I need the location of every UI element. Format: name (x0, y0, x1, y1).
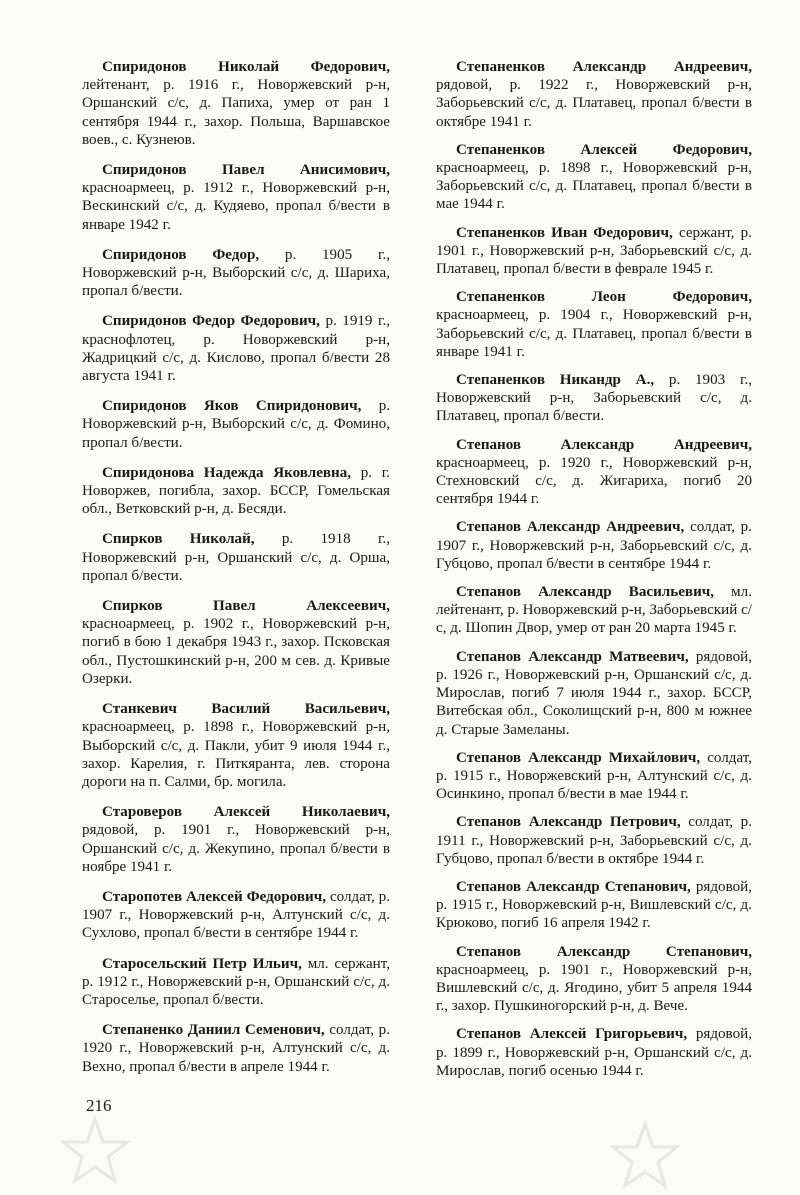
watermark-star-icon (60, 1115, 130, 1185)
left-column (82, 58, 390, 1088)
entry-text: красноармеец, р. 1912 г., Новоржевский р-н, Вескинский с/с, д. Кудяево, пропал б/вести в январе 1942 г. (82, 180, 390, 233)
entry-text: лейтенант, р. 1916 г., Новоржевский р-н, Оршанский с/с, д. Папиха, умер от ран 1 сентября 1944 г., захор. Польша, Варшавское воев., с. Кузнеюв. (82, 77, 390, 148)
entry-text: р. Новоржевский р-н, Выборский с/с, д. Фомино, пропал б/вести. (82, 398, 391, 451)
entry-text: красноармеец, р. 1898 г., Новоржевский р-н, Выборский с/с, д. Пакли, убит 9 июля 1944 г., захор. Карелия, г. Питкяранта, лев. сторона дороги на п. Салми, бр. могила. (82, 719, 390, 790)
entry-text: красноармеец, р. 1920 г., Новоржевский р-н, Стехновский с/с, д. Жигариха, погиб 20 сентября 1944 г. (436, 454, 752, 508)
entry-name: Спирков Павел Алексеевич, (102, 598, 390, 615)
entry-text: рядовой, р. 1901 г., Новоржевский р-н, Оршанский с/с, д. Жекупино, пропал б/вести в ноябре 1941 г. (82, 822, 390, 875)
entry-name: Спиридонова Надежда Яковлевна, (102, 464, 352, 481)
entry-name: Станкевич Василий Васильевич, (102, 701, 390, 718)
entry-name: Спирков Николай, (102, 531, 255, 548)
entry (82, 888, 390, 943)
entry (82, 58, 390, 149)
entry (436, 1025, 752, 1080)
entry-name: Старопотев Алексей Федорович, (102, 888, 326, 905)
entry-text: мл. лейтенант, р. Новоржевский р-н, Заборьевский с/с, д. Шопин Двор, умер от ран 20 марта 1945 г. (436, 584, 752, 637)
entry-text: р. 1905 г., Новоржевский р-н, Выборский с/с, д. Шариха, пропал б/вести. (82, 246, 390, 300)
entry (436, 583, 752, 638)
entry-name: Спиридонов Федор Федорович, (102, 313, 320, 330)
entry-name: Степанов Александр Петрович, (456, 814, 681, 831)
entry (436, 436, 752, 509)
entry-name: Степанов Алексей Григорьевич, (456, 1026, 688, 1043)
entry-name: Степанов Александр Андреевич, (456, 519, 685, 536)
entry (436, 371, 752, 426)
entry-name: Староверов Алексей Николаевич, (102, 804, 390, 821)
entry-text: солдат, р. 1920 г., Новоржевский р-н, Алтунский с/с, д. Вехно, пропал б/вести в апреле 1944 г. (82, 1022, 391, 1075)
entry-name: Степаненков Леон Федорович, (456, 289, 752, 306)
entry (82, 312, 390, 385)
entry (82, 246, 390, 301)
entry (436, 943, 752, 1016)
entry-name: Степанов Александр Васильевич, (456, 584, 715, 601)
entry-name: Старосельский Петр Ильич, (102, 955, 302, 972)
entry-name: Спиридонов Яков Спиридонович, (102, 398, 362, 415)
entry-name: Степаненко Даниил Семенович, (102, 1022, 325, 1039)
entry (436, 288, 752, 361)
entry (436, 224, 752, 279)
entry-name: Степанов Александр Степанович, (456, 943, 752, 960)
entry-text: солдат, р. 1907 г., Новоржевский р-н, Алтунский с/с, д. Сухлово, пропал б/вести в сентябре 1944 г. (82, 888, 390, 942)
entry-text: мл. сержант, р. 1912 г., Новоржевский р-н, Оршанский с/с, д. Староселье, пропал б/вести. (82, 955, 390, 1008)
entry (82, 397, 390, 452)
entry-name: Спиридонов Федор, (102, 246, 260, 263)
entry-text: рядовой, р. 1926 г., Новоржевский р-н, Оршанский с/с, д. Мирослав, погиб 7 июля 1944 г., захор. БССР, Витебская обл., Соколищский р-н, 800 м южнее д. Старые Замеланы. (436, 648, 752, 738)
entry-name: Степаненков Александр Андреевич, (456, 59, 752, 75)
entry (436, 749, 752, 804)
watermark-star-icon (610, 1120, 680, 1190)
entry (82, 597, 390, 688)
entry-text: р. 1918 г., Новоржевский р-н, Оршанский с/с, д. Орша, пропал б/вести. (82, 531, 390, 584)
entry (436, 58, 752, 131)
entry (436, 141, 752, 214)
entry-text: солдат, р. 1907 г., Новоржевский р-н, Заборьевский с/с, д. Губцово, пропал б/вести в сентябре 1944 г. (436, 519, 752, 572)
entry (82, 700, 390, 791)
entry-name: Степанов Александр Матвеевич, (456, 648, 689, 665)
entry-text: красноармеец, р. 1902 г., Новоржевский р-н, погиб в бою 1 декабря 1943 г., захор. Псковская обл., Пустошкинский р-н, 200 м сев. д. Кривые Озерки. (82, 616, 390, 687)
entry (82, 530, 390, 585)
entry-text: солдат, р. 1911 г., Новоржевский р-н, Заборьевский с/с, д. Губцово, пропал б/вести в октябре 1944 г. (436, 814, 753, 867)
entry-text: рядовой, р. 1899 г., Новоржевский р-н, Оршанский с/с, д. Мирослав, погиб осенью 1944 г. (436, 1026, 752, 1079)
entry (82, 1021, 390, 1076)
entry (82, 955, 390, 1010)
entry (436, 878, 752, 933)
entry-text: р. 1903 г., Новоржевский р-н, Заборьевский с/с, д. Платавец, пропал б/вести. (436, 372, 752, 425)
entry (82, 464, 390, 519)
entry-text: р. 1919 г., краснофлотец, р. Новоржевский р-н, Жадрицкий с/с, д. Кислово, пропал б/вести 28 августа 1941 г. (82, 313, 390, 385)
entry-name: Спиридонов Павел Анисимович, (102, 162, 390, 179)
entry-name: Степаненков Иван Федорович, (456, 224, 673, 241)
entry-text: рядовой, р. 1915 г., Новоржевский р-н, Вишлевский с/с, д. Крюково, погиб 16 апреля 1942 г. (436, 878, 752, 932)
entry-text: сержант, р. 1901 г., Новоржевский р-н, Заборьевский с/с, д. Платавец, пропал б/вести в феврале 1945 г. (436, 224, 752, 278)
right-column (436, 58, 752, 1090)
entry-text: рядовой, р. 1922 г., Новоржевский р-н, Заборьевский с/с, д. Платавец, пропал б/вести в октябре 1941 г. (436, 77, 752, 130)
entry (436, 518, 752, 573)
entry-text: солдат, р. 1915 г., Новоржевский р-н, Алтунский с/с, д. Осинкино, пропал б/вести в мае 1944 г. (436, 749, 752, 803)
entry-name: Степанов Александр Степанович, (456, 878, 691, 895)
entry-text: красноармеец, р. 1898 г., Новоржевский р-н, Заборьевский с/с, д. Платавец, пропал б/вести в мае 1944 г. (436, 160, 752, 213)
entry-name: Степанов Александр Андреевич, (456, 436, 752, 453)
entry-name: Степанов Александр Михайлович, (456, 749, 701, 766)
entry-name: Степаненков Никандр А., (456, 372, 655, 389)
entry-name: Спиридонов Николай Федорович, (102, 59, 390, 75)
entry (436, 813, 752, 868)
entry (436, 648, 752, 739)
entry-name: Степаненков Алексей Федорович, (456, 141, 752, 158)
entry-text: р. г. Новоржев, погибла, захор. БССР, Гомельская обл., Ветковский р-н, д. Бесяди. (82, 464, 390, 518)
entry (82, 803, 390, 876)
entry-text: красноармеец, р. 1901 г., Новоржевский р-н, Вишлевский с/с, д. Ягодино, убит 5 апреля 1944 г., захор. Пушкиногорский р-н, д. Вече. (436, 961, 752, 1015)
entry-text: красноармеец, р. 1904 г., Новоржевский р-н, Заборьевский с/с, д. Платавец, пропал б/вести в январе 1941 г. (436, 307, 752, 360)
entry (82, 161, 390, 234)
page-number: 216 (86, 1096, 112, 1115)
